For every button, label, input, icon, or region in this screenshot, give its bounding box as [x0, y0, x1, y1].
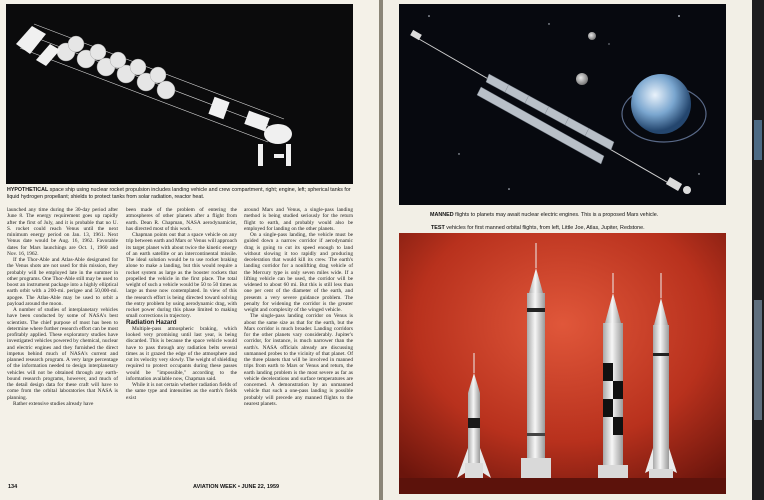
article-column-2	[126, 207, 237, 401]
edge-thumbnail	[754, 300, 762, 420]
paragraph: The single-pass landing corridor on Venus is about the same size as that for the earth, but the Mars corridor is much broader. Landing corridors for the other planets vary considerably. Jupiter's corridor, for instance, is much narrower than the earth's. NASA officials already are discussing unmanned probes to the vicinity of that planet. Of the three planets that will be involved in manned trips from earth to Mars or Venus and return, the earth landing problem is the most severe as far as vehicle decelerations and surface temperatures are concerned. A demonstration by an unmanned vehicle that such a one-pass landing is possible probably will precede any manned flights to the nearest planets.	[244, 313, 353, 407]
paragraph: around Mars and Venus, a single-pass landing method is being studied seriously for the return flight to earth, and probably would also be employed for landing on the other planets.	[244, 207, 353, 232]
paragraph: Multiple-pass atmospheric braking, which looked very promising until last year, is being discarded. This is because the space vehicle would have to pass through any radiation belts several times as it grazed the edge of the atmosphere and cut its velocity very slowly. The weight of shielding required to protect occupants during these passes would be "impossible," according to the information available now, Chapman said.	[126, 325, 238, 382]
page-number: 134	[8, 484, 18, 490]
photo-caption: MANNED flights to planets may await nuclear electric engines. This is a proposed Mars vehicle.	[430, 212, 659, 218]
photo-caption: HYPOTHETICAL space ship using nuclear rocket propulsion includes landing vehicle and crew compartment, right; engine, left; spherical tanks for liquid hydrogen propellant; shields to protect tanks from solar radiation, reactor heat.	[7, 187, 351, 200]
paragraph: launched any time during the 30-day period after June 8. The energy requirement goes up rapidly after the first of July, and it is probable that no U. S. rocket could reach Venus until the next minimum energy period on Jan. 13, 1961. Next Venus date would be Aug. 16, 1962. Favorable dates for Mars launchings are Oct. 1, 1960 and Nov. 16, 1962.	[7, 207, 118, 257]
article-column-1	[7, 207, 118, 407]
edge-thumbnail	[754, 120, 762, 160]
photo-caption: TEST vehicles for first manned orbital flights, from left, Little Joe, Atlas, Jupiter, Redstone.	[431, 225, 645, 231]
section-heading: Radiation Hazard	[126, 318, 177, 326]
paragraph: Chapman points out that a space vehicle on any trip between earth and Mars or Venus will approach its target planet with about twice the kinetic energy of an earth satellite or an intercontinental missile. The ideal solution would be to use rocket braking alone to make a landing, but this would require a rocket system as large as the booster rockets that propelled the vehicle in the first place. The total weight of such a vehicle would be 50 to 50 times as large as those now contemplated. In view of this the research effort is being directed toward solving the entry problem by using aerodynamic drag, with rocket power during this phase limited to making small corrections in trajectory.	[126, 232, 237, 320]
paragraph: On a single-pass landing, the vehicle must be guided down a narrow corridor if aerodynamic drag is going to cut its speed enough to land without slowing it too rapidly and producing deceleration that would kill its crew. The earth's landing corridor for a nonlifting drag vehicle of the Mercury type is only seven miles wide. If a lifting vehicle can be used, the corridor will be widened to about 60 mi. But this is still less than one per cent of the diameter of the earth, and presents a very severe guidance problem. The penalty for widening the corridor is the greater weight and complexity of the winged vehicle.	[244, 232, 353, 313]
paragraph: If the Thor-Able and Atlas-Able designated for the Venus shots are not used for this mission, they probably will be employed late in the summer in other programs. One Thor-Able still may be used to boost an instrument package into a highly elliptical earth orbit with a 200-mi. perigee and 50,000-mi. apogee. The Atlas-Able may be used to orbit a payload around the moon.	[7, 257, 118, 307]
paragraph: been made of the problem of entering the atmospheres of other planets after a flight from earth. Dean R. Chapman, NASA aerodynamicist, has directed most of this work.	[126, 207, 237, 232]
nuclear-spaceship-illustration-icon	[6, 4, 353, 184]
rocket-models-photo-icon	[399, 233, 726, 494]
issue-line: AVIATION WEEK • JUNE 22, 1959	[193, 484, 280, 490]
article-column-3	[244, 207, 353, 407]
paragraph: While it is not certain whether radiation fields of the same type and intensities as the earth's fields exist	[126, 382, 237, 401]
viewer-edge	[752, 0, 764, 500]
paragraph: A number of studies of interplanetary vehicles have been conducted by some of NASA's best scientists. The chief purpose of most has been to determine where further research effort can be most profitably applied. These exploratory studies have investigated vehicles powered by chemical, nuclear and electric engines and they furnished the direct impetus behind much of NASA's current and planned research program. A very large percentage of the information needed to design interplanetary vehicles will not be obtained through any earth-bound research programs, however, and much of the detail design data for these craft will have to come from the orbital laboratories that NASA is planning.	[7, 307, 118, 401]
paragraph: Rather extensive studies already have	[13, 400, 94, 407]
nuclear-electric-spaceship-illustration-icon	[399, 4, 726, 205]
